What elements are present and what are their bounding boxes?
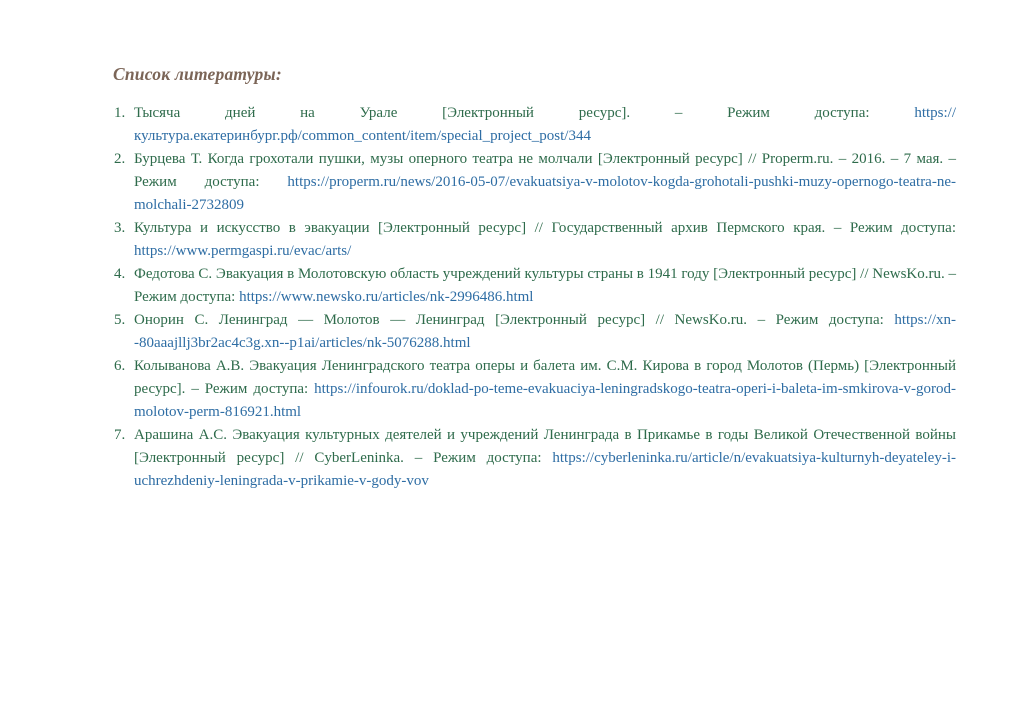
reference-number: 7. [114, 427, 126, 443]
reference-number: 1. [114, 105, 126, 121]
page-title: Список литературы: [113, 64, 282, 84]
reference-text: Федотова С. Эвакуация в Молотовскую область учреждений культуры страны в 1941 году [Электронный ресурс] // NewsKo.ru. – Режим доступа: [134, 266, 956, 305]
reference-number: 6. [114, 358, 126, 374]
reference-item [113, 148, 956, 217]
reference-number: 2. [114, 151, 126, 167]
reference-number: 5. [114, 312, 126, 328]
reference-item [113, 424, 956, 493]
reference-text: Арашина А.С. Эвакуация культурных деятелей и учреждений Ленинграда в Прикамье в годы Великой Отечественной войны [Электронный ресурс] // CyberLeninka. – Режим доступа: [134, 427, 956, 466]
reference-link[interactable]: https://www.permgaspi.ru/evac/arts/ [134, 243, 352, 259]
reference-link[interactable]: https://культура.екатеринбург.рф/common_content/item/special_project_post/344 [134, 105, 956, 144]
reference-text: Культура и искусство в эвакуации [Электронный ресурс] // Государственный архив Пермского края. – Режим доступа: [134, 220, 956, 236]
reference-number: 4. [114, 266, 126, 282]
reference-text: Тысяча дней на Урале [Электронный ресурс]. – Режим доступа: [134, 105, 915, 121]
reference-text: Бурцева Т. Когда грохотали пушки, музы оперного театра не молчали [Электронный ресурс] // Properm.ru. – 2016. – 7 мая. – Режим доступа: [134, 151, 956, 190]
reference-link[interactable]: https://xn--80aaajllj3br2ac4c3g.xn--p1ai/articles/nk-5076288.html [134, 312, 956, 351]
reference-item [113, 355, 956, 424]
reference-item [113, 102, 956, 148]
reference-item [113, 217, 956, 263]
reference-text: Колыванова А.В. Эвакуация Ленинградского театра оперы и балета им. С.М. Кирова в город Молотов (Пермь) [Электронный ресурс]. – Режим доступа: [134, 358, 956, 397]
reference-item [113, 263, 956, 309]
reference-item [113, 309, 956, 355]
reference-number: 3. [114, 220, 126, 236]
reference-text: Онорин С. Ленинград — Молотов — Ленинград [Электронный ресурс] // NewsKo.ru. – Режим доступа: [134, 312, 895, 328]
reference-link[interactable]: https://cyberleninka.ru/article/n/evakuatsiya-kulturnyh-deyateley-i-uchrezhdeniy-leningrada-v-prikamie-v-gody-vov [134, 450, 956, 489]
reference-link[interactable]: https://properm.ru/news/2016-05-07/evakuatsiya-v-molotov-kogda-grohotali-pushki-muzy-opernogo-teatra-ne-molchali-2732809 [134, 174, 956, 213]
page-content [113, 63, 956, 493]
reference-link[interactable]: https://infourok.ru/doklad-po-teme-evakuaciya-leningradskogo-teatra-operi-i-baleta-im-smkirova-v-gorod-molotov-perm-816921.html [134, 381, 956, 420]
reference-link[interactable]: https://www.newsko.ru/articles/nk-2996486.html [239, 289, 534, 305]
reference-list [113, 102, 956, 493]
